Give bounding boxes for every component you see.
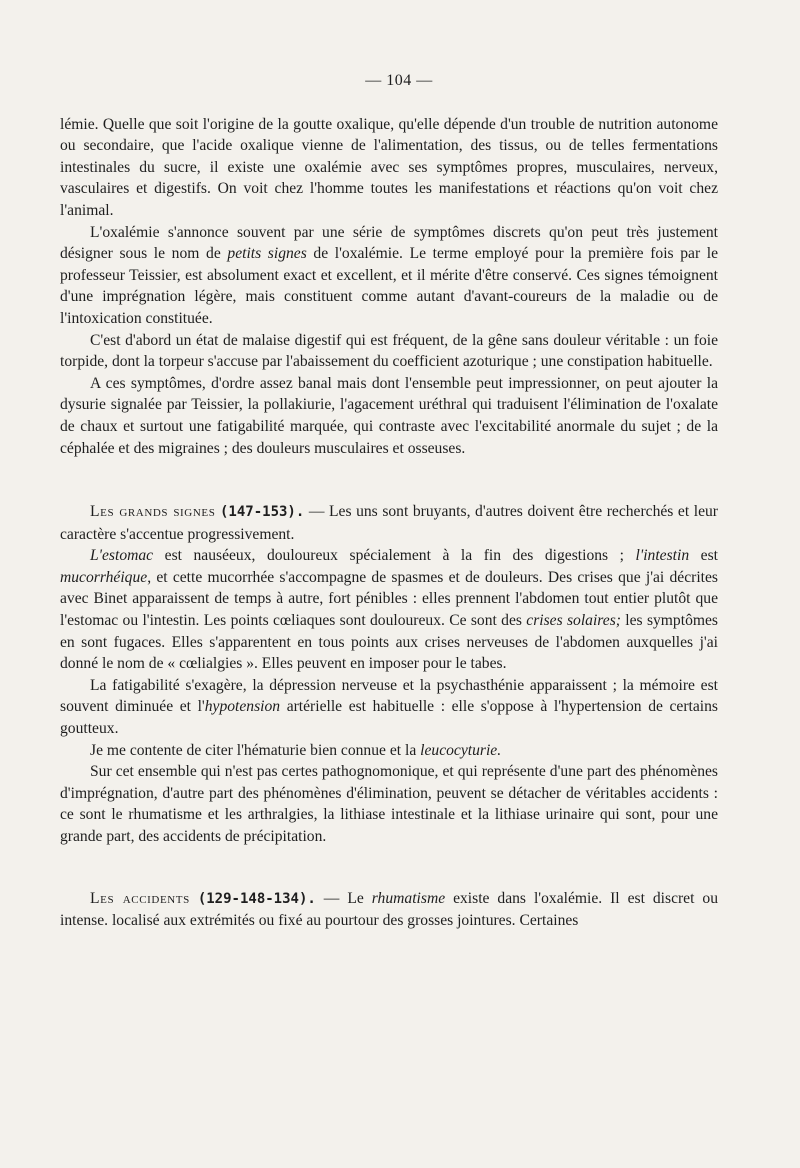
- section-heading-paragraph: Les grands signes (147-153). — Les uns sont bruyants, d'autres doivent être recherchés et leur caractère s'accentue progressivement.: [60, 503, 718, 543]
- section-heading-paragraph: Les accidents (129-148-134). — Le rhumatisme existe dans l'oxalémie. Il est discret ou intense. localisé aux extrémités ou fixé au pourtour des grosses jointures. Certaines: [60, 889, 718, 930]
- reference-numbers: (147-153).: [220, 504, 305, 521]
- paragraph: L'oxalémie s'annonce souvent par une série de symptômes discrets qu'on peut très justement désigner sous le nom de petits signes de l'oxalémie. Le terme employé pour la première fois par le professeur Teissier, est absolument exact et excellent, et il mérite d'être conservé. Ces signes témoignent d'une imprégnation légère, mais constituent comme autant d'avant-coureurs de la maladie ou de l'intoxication constituée.: [60, 223, 719, 327]
- paragraph: Je me contente de citer l'hématurie bien connue et la leucocyturie.: [90, 741, 502, 759]
- paragraph: A ces symptômes, d'ordre assez banal mais dont l'ensemble peut impressionner, on peut ajouter la dysurie signalée par Teissier, la pollakiurie, l'agacement uréthral qui traduisent l'élimination de l'oxalate de chaux et surtout une fatigabilité marquée, qui contraste avec l'excitabilité anormale du sujet ; de la céphalée et des migraines ; des douleurs musculaires et osseuses.: [60, 374, 718, 457]
- reference-numbers: (129-148-134).: [197, 890, 316, 907]
- section-accidents: [60, 888, 718, 932]
- section-grands-signes: [60, 501, 718, 848]
- page-number: — 104 —: [365, 72, 433, 89]
- section-oxalemie-intro: [60, 114, 718, 460]
- paragraph: La fatigabilité s'exagère, la dépression nerveuse et la psychasthénie apparaissent ; la mémoire est souvent diminuée et l'hypotension artérielle est habituelle : elle s'oppose à l'hypertension de certains goutteux.: [60, 676, 718, 738]
- paragraph: lémie. Quelle que soit l'origine de la goutte oxalique, qu'elle dépende d'un trouble de nutrition autonome ou secondaire, que l'acide oxalique vienne de l'alimentation, des tissus, ou de telles fermentations intestinales du sucre, il existe une oxalémie avec ses symptômes propres, musculaires, nerveux, vasculaires et digestifs. On voit chez l'homme toutes les manifestations et réactions qu'on voit chez l'animal.: [60, 115, 718, 219]
- paragraph: Sur cet ensemble qui n'est pas certes pathognomonique, et qui représente d'une part des phénomènes d'imprégnation, d'autre part des phénomènes d'élimination, peuvent se détacher de véritables accidents : ce sont le rhumatisme et les arthralgies, la lithiase intestinale et la lithiase urinaire qui sont, pour une grande part, des accidents de précipitation.: [60, 763, 718, 845]
- paragraph: L'estomac est nauséeux, douloureux spécialement à la fin des digestions ; l'intestin est mucorrhéique, et cette mucorrhée s'accompagne de spasmes et de douleurs. Des crises que j'ai décrites avec Binet apparaissent de temps à autre, fort pénibles : elles prennent l'abdomen tout entier plutôt que l'estomac ou l'intestin. Les points cœliaques sont douloureux. Ce sont des crises solaires; les symptômes en sont fugaces. Elles s'apparentent en tous points aux crises nerveuses de l'abdomen auxquelles j'ai donné le nom de « cœlialgies ». Elles peuvent en imposer pour le tabes.: [60, 547, 718, 673]
- section-heading: Les accidents: [90, 889, 190, 907]
- paragraph: C'est d'abord un état de malaise digestif qui est fréquent, de la gêne sans douleur véritable : un foie torpide, dont la torpeur s'accuse par l'abaissement du coefficient azoturique ; une constipation habituelle.: [60, 331, 718, 371]
- section-heading: Les grands signes: [90, 503, 216, 521]
